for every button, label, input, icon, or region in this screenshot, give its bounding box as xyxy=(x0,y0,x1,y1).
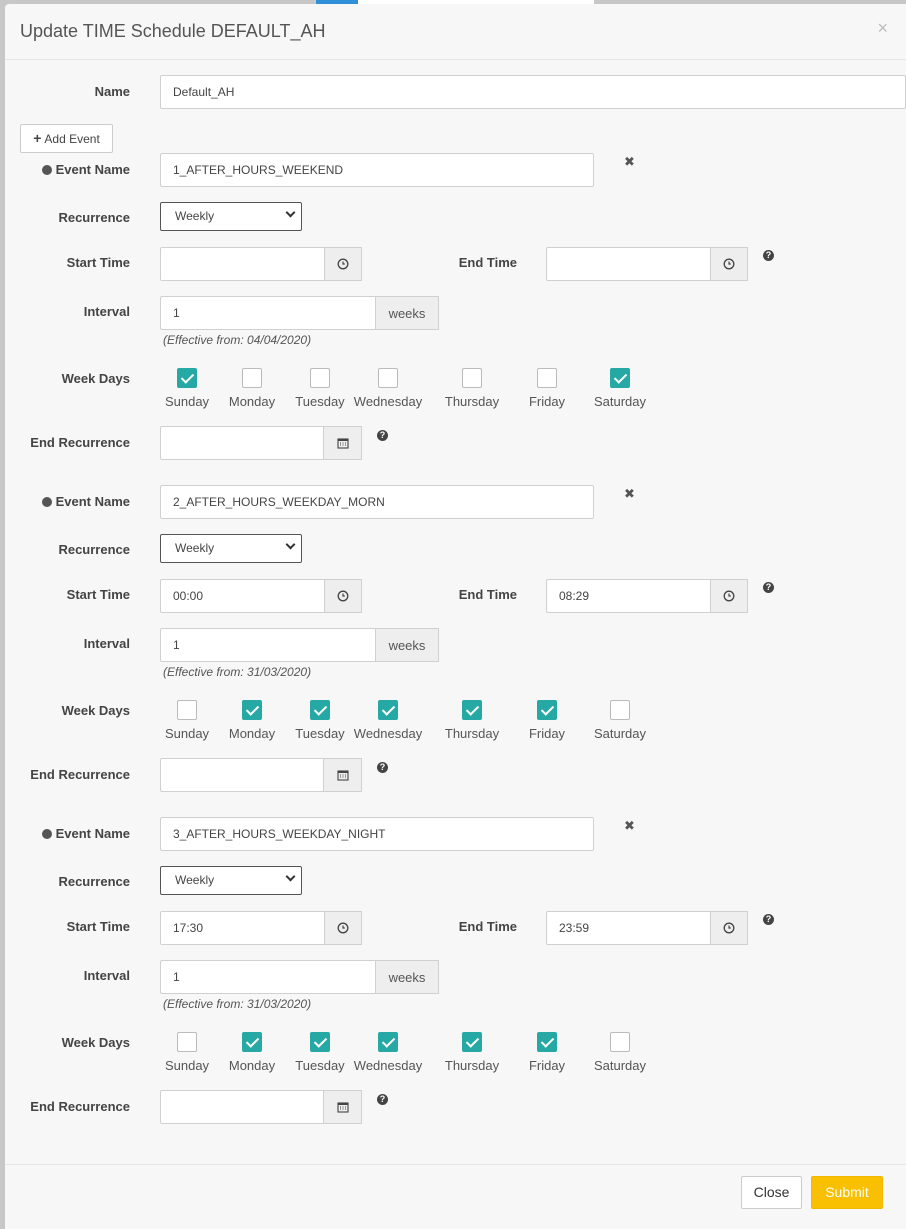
weekday-label: Friday xyxy=(528,726,566,741)
chevron-down-icon xyxy=(286,540,296,550)
event-name-label-text: Event Name xyxy=(55,162,130,177)
recurrence-value: Weekly xyxy=(175,209,215,223)
interval-label: Interval xyxy=(83,636,130,651)
clock-icon xyxy=(337,258,349,270)
submit-button[interactable]: Submit xyxy=(811,1176,883,1209)
recurrence-value: Weekly xyxy=(175,873,215,887)
interval-unit-addon xyxy=(375,296,439,330)
event-name-input[interactable]: 1_AFTER_HOURS_WEEKEND xyxy=(160,153,594,187)
weekday-label: Thursday xyxy=(444,726,500,741)
name-label: Name xyxy=(94,84,130,99)
calendar-icon xyxy=(337,1101,349,1113)
event-bullet-icon xyxy=(42,165,52,175)
weekday-label: Saturday xyxy=(593,1058,647,1073)
weekday-checkbox[interactable] xyxy=(378,368,398,388)
end-recurrence-input[interactable] xyxy=(160,758,325,792)
calendar-icon xyxy=(337,437,349,449)
clock-icon xyxy=(337,922,349,934)
end-recurrence-label: End Recurrence xyxy=(30,1099,130,1114)
weekday-checkbox[interactable] xyxy=(242,368,262,388)
start-time-label: Start Time xyxy=(66,587,130,602)
weekday-label: Saturday xyxy=(593,394,647,409)
weekday-checkbox[interactable] xyxy=(310,700,330,720)
weekday-checkbox[interactable] xyxy=(378,700,398,720)
weekday-label: Friday xyxy=(528,1058,566,1073)
clock-icon xyxy=(723,590,735,602)
end-recurrence-calendar-button[interactable] xyxy=(323,426,362,460)
close-button[interactable]: Close xyxy=(741,1176,802,1209)
end-recurrence-help-icon[interactable]: ? xyxy=(377,1094,388,1105)
weekday-thursday xyxy=(432,368,512,409)
weekday-friday xyxy=(507,1032,587,1073)
end-recurrence-label: End Recurrence xyxy=(30,767,130,782)
weekday-label: Monday xyxy=(228,1058,276,1073)
effective-from-text: (Effective from: 31/03/2020) xyxy=(163,997,312,1011)
update-schedule-dialog xyxy=(5,4,906,1229)
weekday-checkbox[interactable] xyxy=(537,368,557,388)
event-name-input[interactable]: 3_AFTER_HOURS_WEEKDAY_NIGHT xyxy=(160,817,594,851)
weekday-label: Thursday xyxy=(444,394,500,409)
week-days-label: Week Days xyxy=(61,371,130,386)
weekday-checkbox[interactable] xyxy=(242,1032,262,1052)
schedule-name-input[interactable]: Default_AH xyxy=(160,75,906,109)
interval-input[interactable]: 1 xyxy=(160,628,378,662)
end-recurrence-help-icon[interactable]: ? xyxy=(377,430,388,441)
weekday-checkbox[interactable] xyxy=(462,368,482,388)
event-name-label xyxy=(25,494,130,509)
start-time-label: Start Time xyxy=(66,255,130,270)
recurrence-label: Recurrence xyxy=(58,210,130,225)
weekday-label: Tuesday xyxy=(295,1058,345,1073)
time-help-icon[interactable]: ? xyxy=(763,250,774,261)
end-time-clock-button[interactable] xyxy=(710,911,748,945)
weekday-checkbox[interactable] xyxy=(537,1032,557,1052)
weekday-label: Saturday xyxy=(593,726,647,741)
weekday-thursday xyxy=(432,700,512,741)
weekday-label: Sunday xyxy=(164,1058,210,1073)
effective-from-text: (Effective from: 04/04/2020) xyxy=(163,333,312,347)
weekday-label: Monday xyxy=(228,726,276,741)
weekday-thursday xyxy=(432,1032,512,1073)
weekday-label: Monday xyxy=(228,394,276,409)
week-days-label: Week Days xyxy=(61,1035,130,1050)
recurrence-select[interactable] xyxy=(160,866,302,895)
chevron-down-icon xyxy=(286,872,296,882)
end-time-label: End Time xyxy=(458,587,517,602)
end-recurrence-calendar-button[interactable] xyxy=(323,1090,362,1124)
end-recurrence-label: End Recurrence xyxy=(30,435,130,450)
end-recurrence-calendar-button[interactable] xyxy=(323,758,362,792)
event-bullet-icon xyxy=(42,829,52,839)
event-name-label-text: Event Name xyxy=(55,494,130,509)
effective-from-text: (Effective from: 31/03/2020) xyxy=(163,665,312,679)
clock-icon xyxy=(723,922,735,934)
weekday-friday xyxy=(507,368,587,409)
plus-icon: + xyxy=(33,130,42,146)
recurrence-value: Weekly xyxy=(175,541,215,555)
interval-label: Interval xyxy=(83,968,130,983)
weekday-checkbox[interactable] xyxy=(242,700,262,720)
end-time-label: End Time xyxy=(458,255,517,270)
weekday-label: Wednesday xyxy=(353,1058,423,1073)
interval-unit-addon xyxy=(375,628,439,662)
weekday-checkbox[interactable] xyxy=(310,1032,330,1052)
clock-icon xyxy=(723,258,735,270)
event-name-label xyxy=(25,162,130,177)
week-days-label: Week Days xyxy=(61,703,130,718)
weekday-saturday xyxy=(580,368,660,409)
weekday-label: Tuesday xyxy=(295,726,345,741)
clock-icon xyxy=(337,590,349,602)
recurrence-select[interactable] xyxy=(160,534,302,563)
event-name-label-text: Event Name xyxy=(55,826,130,841)
end-recurrence-help-icon[interactable]: ? xyxy=(377,762,388,773)
calendar-icon xyxy=(337,769,349,781)
weekday-checkbox[interactable] xyxy=(462,700,482,720)
recurrence-label: Recurrence xyxy=(58,542,130,557)
event-bullet-icon xyxy=(42,497,52,507)
recurrence-select[interactable] xyxy=(160,202,302,231)
weekday-wednesday xyxy=(348,700,428,741)
end-time-clock-button[interactable] xyxy=(710,247,748,281)
weekday-label: Wednesday xyxy=(353,726,423,741)
end-time-input[interactable]: 23:59 xyxy=(546,911,712,945)
end-time-input[interactable]: 08:29 xyxy=(546,579,712,613)
weekday-checkbox[interactable] xyxy=(177,368,197,388)
weekday-checkbox[interactable] xyxy=(177,1032,197,1052)
time-help-icon[interactable]: ? xyxy=(763,582,774,593)
weekday-label: Tuesday xyxy=(295,394,345,409)
dialog-close-icon[interactable]: × xyxy=(877,18,888,38)
weekday-wednesday xyxy=(348,1032,428,1073)
start-time-input[interactable]: 00:00 xyxy=(160,579,326,613)
end-time-label: End Time xyxy=(458,919,517,934)
add-event-button[interactable] xyxy=(20,124,113,153)
end-recurrence-input[interactable] xyxy=(160,1090,325,1124)
weekday-label: Wednesday xyxy=(353,394,423,409)
recurrence-label: Recurrence xyxy=(58,874,130,889)
interval-unit-text: weeks xyxy=(388,637,426,653)
start-time-label: Start Time xyxy=(66,919,130,934)
end-time-input[interactable] xyxy=(546,247,712,281)
interval-unit-text: weeks xyxy=(388,969,426,985)
weekday-checkbox[interactable] xyxy=(610,700,630,720)
remove-event-icon[interactable]: ✖ xyxy=(624,818,635,833)
weekday-checkbox[interactable] xyxy=(310,368,330,388)
weekday-label: Friday xyxy=(528,394,566,409)
start-time-clock-button[interactable] xyxy=(324,579,362,613)
interval-label: Interval xyxy=(83,304,130,319)
interval-input[interactable]: 1 xyxy=(160,960,378,994)
start-time-input[interactable] xyxy=(160,247,326,281)
start-time-clock-button[interactable] xyxy=(324,247,362,281)
weekday-checkbox[interactable] xyxy=(378,1032,398,1052)
start-time-clock-button[interactable] xyxy=(324,911,362,945)
add-event-label: Add Event xyxy=(44,132,100,146)
weekday-checkbox[interactable] xyxy=(610,1032,630,1052)
remove-event-icon[interactable]: ✖ xyxy=(624,154,635,169)
weekday-checkbox[interactable] xyxy=(177,700,197,720)
end-time-clock-button[interactable] xyxy=(710,579,748,613)
chevron-down-icon xyxy=(286,208,296,218)
weekday-label: Sunday xyxy=(164,394,210,409)
weekday-friday xyxy=(507,700,587,741)
event-name-input[interactable]: 2_AFTER_HOURS_WEEKDAY_MORN xyxy=(160,485,594,519)
dialog-header xyxy=(5,4,906,60)
interval-unit-text: weeks xyxy=(388,305,426,321)
weekday-wednesday xyxy=(348,368,428,409)
dialog-title: Update TIME Schedule DEFAULT_AH xyxy=(20,21,326,41)
start-time-input[interactable]: 17:30 xyxy=(160,911,326,945)
interval-unit-addon xyxy=(375,960,439,994)
weekday-checkbox[interactable] xyxy=(537,700,557,720)
weekday-checkbox[interactable] xyxy=(610,368,630,388)
weekday-checkbox[interactable] xyxy=(462,1032,482,1052)
weekday-label: Thursday xyxy=(444,1058,500,1073)
interval-input[interactable]: 1 xyxy=(160,296,378,330)
weekday-saturday xyxy=(580,1032,660,1073)
event-name-label xyxy=(25,826,130,841)
time-help-icon[interactable]: ? xyxy=(763,914,774,925)
remove-event-icon[interactable]: ✖ xyxy=(624,486,635,501)
weekday-label: Sunday xyxy=(164,726,210,741)
weekday-saturday xyxy=(580,700,660,741)
end-recurrence-input[interactable] xyxy=(160,426,325,460)
